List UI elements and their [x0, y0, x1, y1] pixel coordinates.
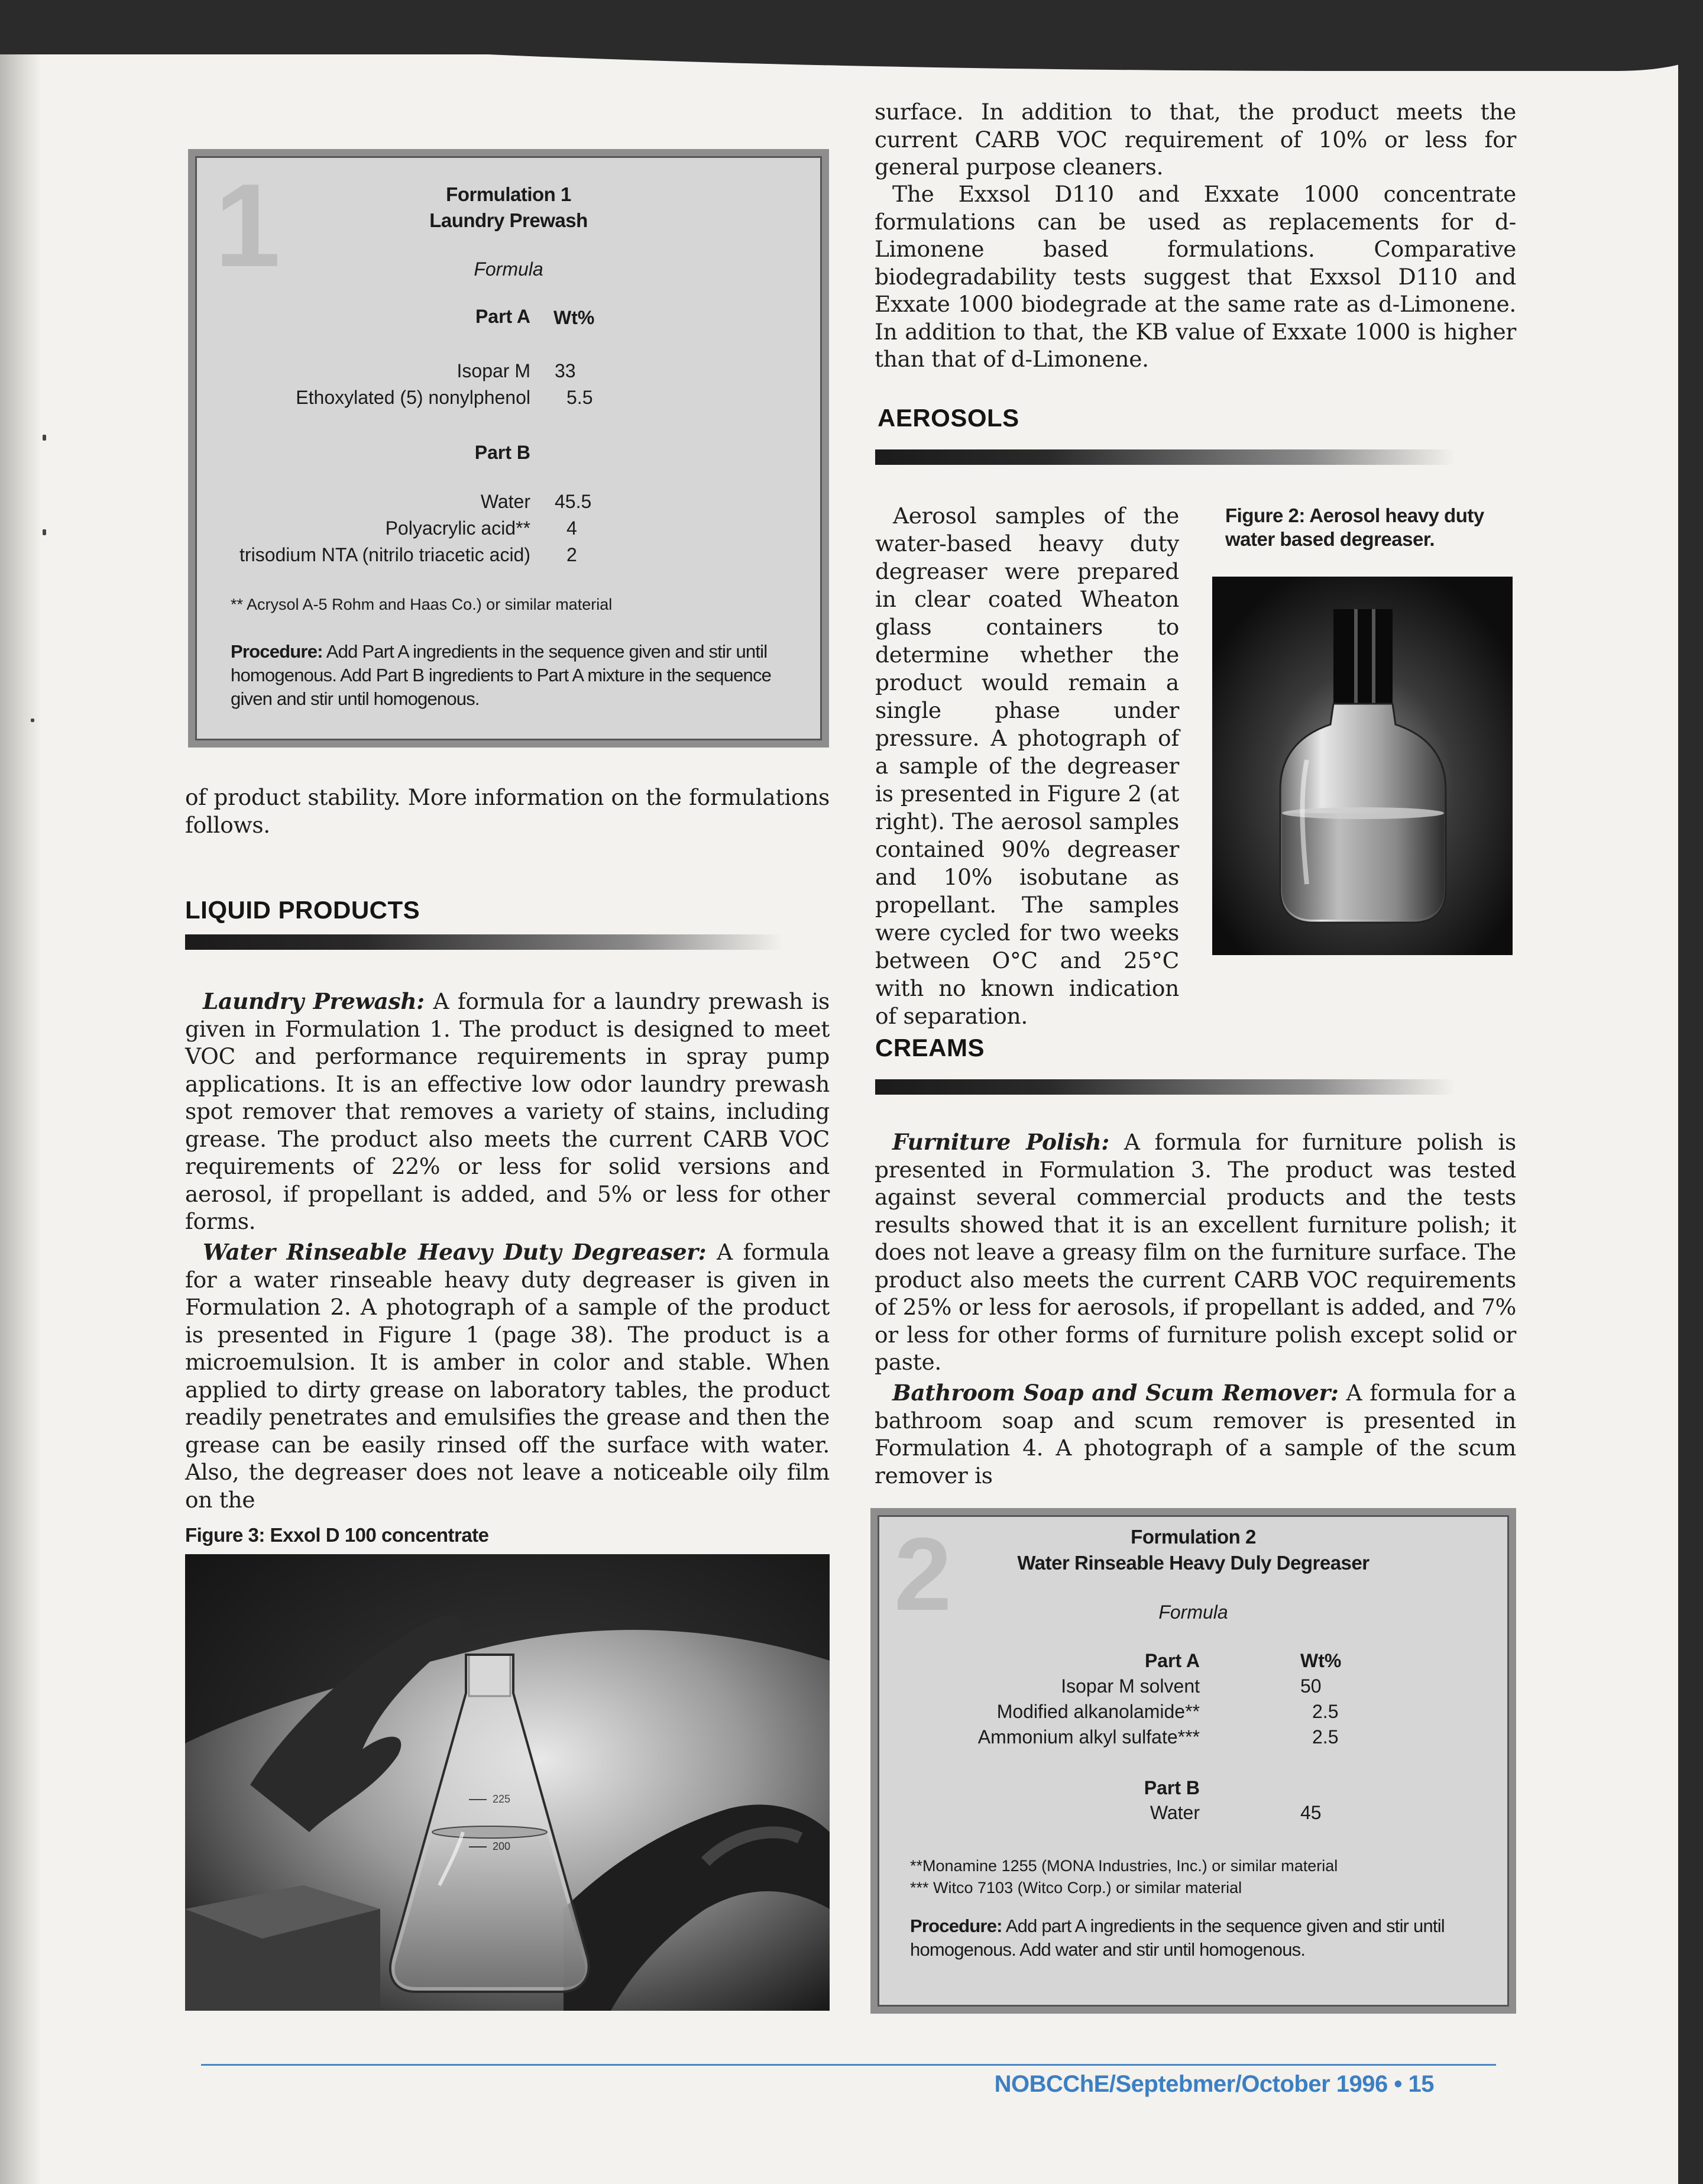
procedure — [231, 640, 798, 711]
degreaser-paragraph — [185, 1238, 830, 1513]
ingredient-name: Modified alkanolamide** — [996, 1701, 1200, 1722]
figure-3-photo — [185, 1554, 830, 2011]
ingredient-name: Polyacrylic acid** — [385, 517, 530, 539]
wt-header: Wt% — [1300, 1650, 1342, 1671]
binding-mark — [31, 719, 34, 722]
right-background — [1678, 0, 1703, 2184]
ingredient-name: Ethoxylated (5) nonylphenol — [296, 387, 530, 408]
formulation-title — [879, 1524, 1507, 1576]
surface-paragraph: surface. In addition to that, the product meets the current CARB VOC requirement of 10% or less for general purpose cleaners. — [875, 99, 1516, 180]
laundry-lead: Laundry Prewash: — [203, 988, 425, 1014]
ingredient-wt: 2 — [566, 544, 577, 565]
degreaser-text: A formula for a water rinseable heavy duty degreaser is given in Formulation 2. A photograph of a sample of the product is presented in Figure 1 (page 38). The product is a microemulsion. It is amber in color and stable. When applied to dirty grease on laboratory tables, the product readily penetrates and emulsifies the grease and then the grease can be easily rinsed off the surface with water. Also, the degreaser does not leave a noticeable oily film on the — [185, 1239, 830, 1513]
ingredient-wt: 45.5 — [555, 491, 592, 512]
page-spine-shadow — [0, 54, 41, 2184]
furniture-text: A formula for furniture polish is presented in Formulation 3. The product was tested against several commercial products and the tests results showed that it is an excellent furniture polish; it does not leave a greasy film on the furniture surface. The product also meets the current CARB VOC requirements of 25% or less for aerosols, if propellant is added, and 7% or less for other forms of furniture polish except solid or paste. — [875, 1129, 1516, 1375]
wt-header: Wt% — [553, 307, 595, 328]
ingredient-wt: 2.5 — [1312, 1701, 1339, 1722]
footnote: ** Acrysol A-5 Rohm and Haas Co.) or similar material — [231, 596, 613, 613]
formulation-2-box — [870, 1508, 1516, 2014]
formulation-1-panel — [195, 156, 822, 740]
part-a-label: Part A — [475, 306, 530, 327]
ingredient-name: Water — [1150, 1802, 1200, 1823]
ingredient-wt: 33 — [555, 360, 576, 381]
bathroom-text: A formula for a bathroom soap and scum remover is presented in Formulation 4. A photograph of a sample of the scum remover is — [875, 1380, 1516, 1489]
flask-mark-225: 225 — [493, 1793, 511, 1805]
part-a-label: Part A — [1144, 1650, 1200, 1671]
formula-label: Formula — [474, 258, 543, 280]
degreaser-lead: Water Rinseable Heavy Duty Degreaser: — [203, 1239, 707, 1265]
binding-mark — [43, 529, 46, 535]
flask-photo-icon — [185, 1554, 830, 2011]
ingredient-wt: 5.5 — [566, 387, 593, 408]
part-b-label: Part B — [474, 442, 530, 463]
aerosol-paragraph: Aerosol samples of the water-based heavy duty degreaser were prepared in clear coated Wheaton glass containers to determine whether the product would remain a single phase under pressure. A photograph of a sample of the degreaser is presented in Figure 2 (at right). The aerosol samples contained 90% degreaser and 10% isobutane as propellant. The samples were cycled for two weeks between O°C and 25°C with no known indication of separation. — [875, 503, 1179, 1029]
ingredient-name: Water — [480, 491, 530, 512]
figure-2-photo — [1212, 577, 1513, 955]
figure-3-caption: Figure 3: Exxol D 100 concentrate — [185, 1524, 489, 1546]
figure-2-caption: Figure 2: Aerosol heavy duty water based degreaser. — [1225, 504, 1484, 550]
aerosol-bottle-photo-icon — [1212, 577, 1513, 955]
formulation-number: 1 — [215, 160, 281, 292]
ingredient-wt: 45 — [1300, 1802, 1322, 1823]
furniture-lead: Furniture Polish: — [892, 1129, 1109, 1155]
ingredient-wt: 50 — [1300, 1675, 1322, 1697]
formulation-1-box — [188, 149, 829, 748]
formulation-title-line: Formulation 2 — [1131, 1526, 1256, 1548]
formulation-2-panel — [878, 1515, 1509, 2007]
flask-mark-200: 200 — [493, 1840, 511, 1852]
ingredient-wt: 2.5 — [1312, 1726, 1339, 1748]
formula-label: Formula — [1158, 1601, 1228, 1623]
page-footer: NOBCChE/Septebmer/October 1996 • 15 — [994, 2071, 1434, 2097]
formulation-subtitle: Water Rinseable Heavy Duly Degreaser — [1017, 1552, 1369, 1574]
procedure — [910, 1914, 1478, 1962]
procedure-text: Add Part A ingredients in the sequence given and stir until homogenous. Add Part B ingredients to Part A mixture in the sequence given and stir until homogenous. — [231, 641, 772, 709]
laundry-text: A formula for a laundry prewash is given in Formulation 1. The product is designed to meet VOC and performance requirements in spray pump applications. It is an effective low odor laundry prewash spot remover that removes a variety of stains, including grease. The product also meets the current CARB VOC requirements of 22% or less for solid versions and aerosol, if propellant is added, and 5% or less for other forms. — [185, 988, 830, 1234]
procedure-label: Procedure: — [231, 641, 323, 662]
procedure-label: Procedure: — [910, 1916, 1002, 1936]
ingredient-name: trisodium NTA (nitrilo triacetic acid) — [239, 544, 530, 565]
heading-bar — [185, 934, 782, 950]
part-b-label: Part B — [1144, 1777, 1200, 1798]
footnote: *** Witco 7103 (Witco Corp.) or similar material — [910, 1879, 1242, 1897]
procedure-text: Add part A ingredients in the sequence given and stir until homogenous. Add water and stir until homogenous. — [910, 1916, 1445, 1960]
ingredient-name: Ammonium alkyl sulfate*** — [977, 1726, 1200, 1748]
exxsol-paragraph: The Exxsol D110 and Exxate 1000 concentrate formulations can be used as replacements for d-Limonene based formulations. Comparative biodegradability tests suggest that Exxsol D110 and Exxate 1000 biodegrade at the same rate as d-Limonene. In addition to that, the KB value of Exxate 1000 is higher than that of d-Limonene. — [875, 181, 1516, 372]
ingredient-name: Isopar M solvent — [1061, 1675, 1200, 1697]
formulation-subtitle: Laundry Prewash — [429, 209, 588, 231]
footer-rule — [201, 2064, 1496, 2066]
formulation-title — [197, 182, 820, 234]
formulation-number: 2 — [894, 1517, 952, 1632]
binding-mark — [43, 435, 46, 441]
heading-bar — [875, 449, 1455, 465]
heading-bar — [875, 1079, 1455, 1095]
laundry-paragraph — [185, 988, 830, 1235]
creams-heading: CREAMS — [875, 1034, 985, 1062]
bathroom-paragraph — [875, 1379, 1516, 1489]
footnote: **Monamine 1255 (MONA Industries, Inc.) or similar material — [910, 1857, 1338, 1875]
liquid-products-heading: LIQUID PRODUCTS — [185, 896, 420, 924]
furniture-paragraph — [875, 1128, 1516, 1376]
stability-paragraph: of product stability. More information on the formulations follows. — [185, 784, 830, 838]
bathroom-lead: Bathroom Soap and Scum Remover: — [892, 1380, 1339, 1406]
formulation-title-line: Formulation 1 — [446, 183, 571, 205]
aerosols-heading: AEROSOLS — [878, 404, 1019, 432]
ingredient-wt: 4 — [566, 517, 577, 539]
ingredient-name: Isopar M — [456, 360, 530, 381]
